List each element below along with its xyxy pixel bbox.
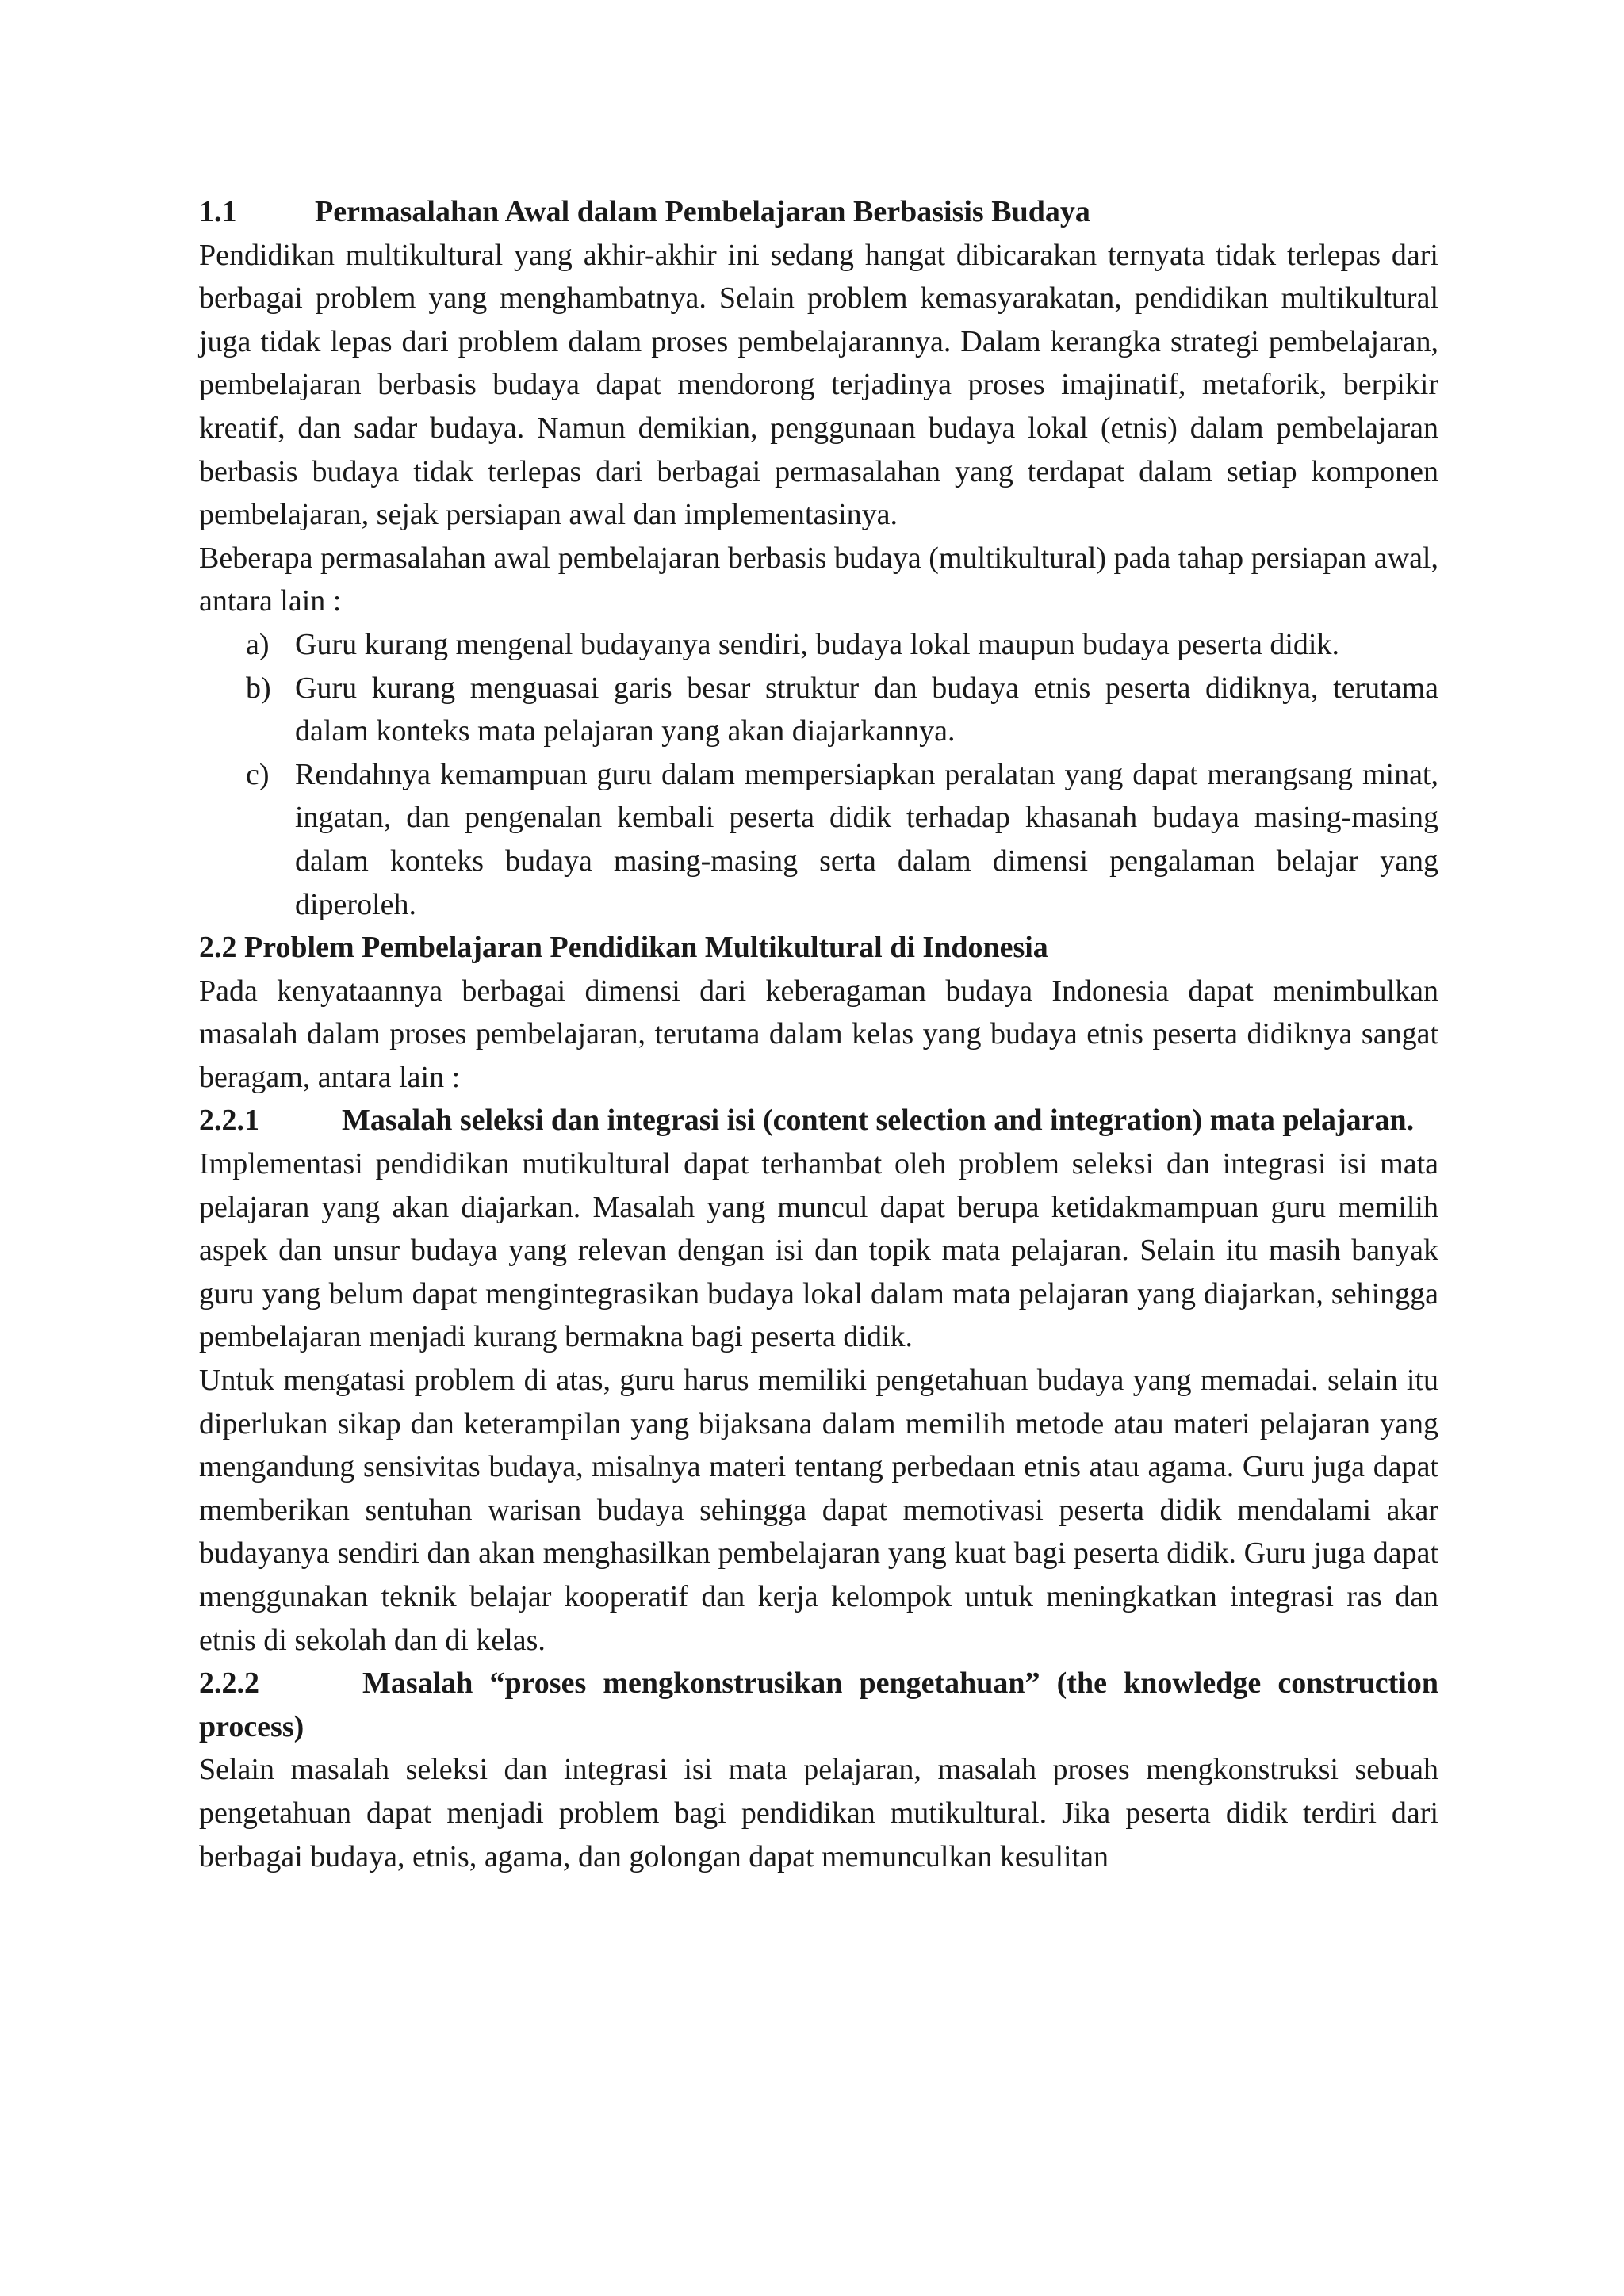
section-number: 1.1 — [199, 195, 237, 228]
list-marker: a) — [246, 627, 270, 661]
list-item-text: Guru kurang menguasai garis besar struktur dan budaya etnis peserta didiknya, terutama dalam konteks mata pelajaran yang akan diajarkannya. — [295, 671, 1438, 748]
section-heading-2-2-1 — [199, 1099, 1438, 1142]
document-page — [199, 190, 1438, 1878]
list-item — [199, 623, 1438, 667]
problem-list — [199, 623, 1438, 926]
section-title: Masalah seleksi dan integrasi isi (content selection and integration) mata pelajaran. — [342, 1104, 1415, 1138]
section-title: Masalah “proses mengkonstrusikan pengetahuan” (the knowledge construction process) — [199, 1667, 1438, 1743]
paragraph: Beberapa permasalahan awal pembelajaran berbasis budaya (multikultural) pada tahap persiapan awal, antara lain : — [199, 541, 1438, 618]
section-heading-1-1 — [199, 190, 1438, 234]
list-item — [199, 753, 1438, 926]
section-number: 2.2.1 — [199, 1104, 259, 1138]
section-heading-2-2: 2.2 Problem Pembelajaran Pendidikan Multikultural di Indonesia — [199, 931, 1048, 965]
list-marker: c) — [246, 757, 270, 791]
paragraph: Selain masalah seleksi dan integrasi isi mata pelajaran, masalah proses mengkonstruksi sebuah pengetahuan dapat menjadi problem bagi pendidikan mutikultural. Jika peserta didik terdiri dari berbagai budaya, etnis, agama, dan golongan dapat memunculkan kesulitan — [199, 1753, 1438, 1873]
section-title: Permasalahan Awal dalam Pembelajaran Berbasisis Budaya — [315, 195, 1090, 228]
section-number: 2.2.2 — [199, 1667, 259, 1701]
paragraph: Pada kenyataannya berbagai dimensi dari keberagaman budaya Indonesia dapat menimbulkan masalah dalam proses pembelajaran, terutama dalam kelas yang budaya etnis peserta didiknya sangat beragam, antara lain : — [199, 974, 1438, 1094]
list-item-text: Rendahnya kemampuan guru dalam mempersiapkan peralatan yang dapat merangsang minat, ingatan, dan pengenalan kembali peserta didik terhadap khasanah budaya masing-masing dalam konteks budaya masing-masing serta dalam dimensi pengalaman belajar yang diperoleh. — [295, 757, 1438, 921]
section-heading-2-2-2 — [199, 1662, 1438, 1748]
paragraph: Implementasi pendidikan mutikultural dapat terhambat oleh problem seleksi dan integrasi isi mata pelajaran yang akan diajarkan. Masalah yang muncul dapat berupa ketidakmampuan guru memilih aspek dan unsur budaya yang relevan dengan isi dan topik mata pelajaran. Selain itu masih banyak guru yang belum dapat mengintegrasikan budaya lokal dalam mata pelajaran yang diajarkan, sehingga pembelajaran menjadi kurang bermakna bagi peserta didik. — [199, 1147, 1438, 1354]
list-marker: b) — [246, 671, 271, 705]
list-item-text: Guru kurang mengenal budayanya sendiri, budaya lokal maupun budaya peserta didik. — [295, 627, 1339, 661]
paragraph: Untuk mengatasi problem di atas, guru harus memiliki pengetahuan budaya yang memadai. selain itu diperlukan sikap dan keterampilan yang bijaksana dalam memilih metode atau materi pelajaran yang mengandung sensivitas budaya, misalnya materi tentang perbedaan etnis atau agama. Guru juga dapat memberikan sentuhan warisan budaya sehingga dapat memotivasi peserta didik mendalami akar budayanya sendiri dan akan menghasilkan pembelajaran yang kuat bagi peserta didik. Guru juga dapat menggunakan teknik belajar kooperatif dan kerja kelompok untuk meningkatkan integrasi ras dan etnis di sekolah dan di kelas. — [199, 1364, 1438, 1657]
paragraph: Pendidikan multikultural yang akhir-akhir ini sedang hangat dibicarakan ternyata tidak terlepas dari berbagai problem yang menghambatnya. Selain problem kemasyarakatan, pendidikan multikultural juga tidak lepas dari problem dalam proses pembelajarannya. Dalam kerangka strategi pembelajaran, pembelajaran berbasis budaya dapat mendorong terjadinya proses imajinatif, metaforik, berpikir kreatif, dan sadar budaya. Namun demikian, penggunaan budaya lokal (etnis) dalam pembelajaran berbasis budaya tidak terlepas dari berbagai permasalahan yang terdapat dalam setiap komponen pembelajaran, sejak persiapan awal dan implementasinya. — [199, 238, 1438, 532]
list-item — [199, 667, 1438, 753]
